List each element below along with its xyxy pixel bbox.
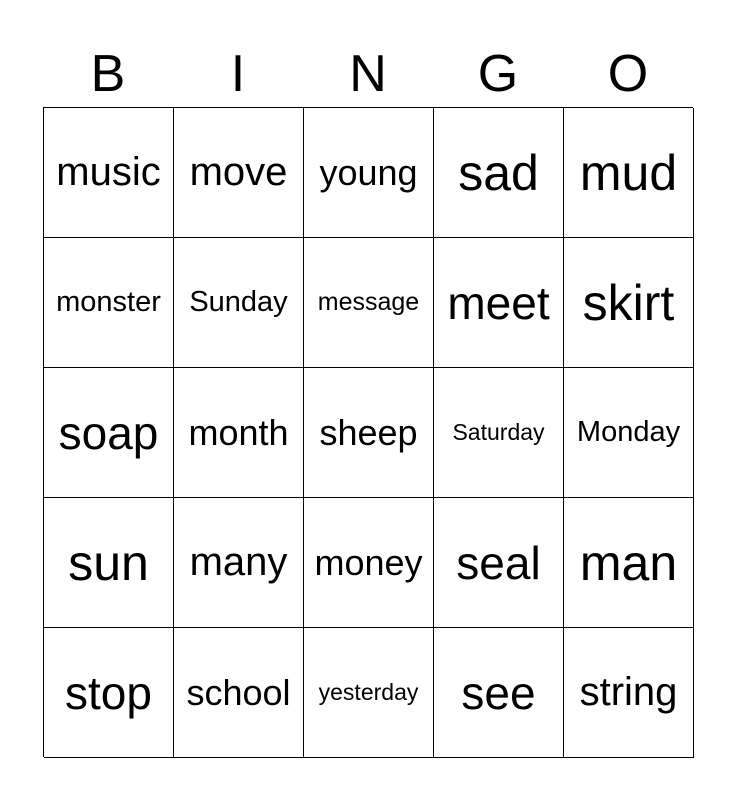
- bingo-cell: many: [174, 498, 304, 628]
- bingo-cell: move: [174, 108, 304, 238]
- bingo-cell: mud: [564, 108, 694, 238]
- header-letter-o: O: [607, 45, 649, 103]
- bingo-cell: monster: [44, 238, 174, 368]
- bingo-cell: music: [44, 108, 174, 238]
- bingo-cell: seal: [434, 498, 564, 628]
- bingo-cell: young: [304, 108, 434, 238]
- bingo-header: [43, 40, 693, 108]
- bingo-cell: meet: [434, 238, 564, 368]
- bingo-board: [43, 107, 693, 757]
- bingo-cell: stop: [44, 628, 174, 758]
- bingo-cell: Saturday: [434, 368, 564, 498]
- bingo-cell: school: [174, 628, 304, 758]
- bingo-cell: message: [304, 238, 434, 368]
- bingo-cell: Monday: [564, 368, 694, 498]
- header-letter-b: B: [90, 45, 126, 103]
- bingo-cell: yesterday: [304, 628, 434, 758]
- bingo-cell: sun: [44, 498, 174, 628]
- header-letter-n: N: [349, 45, 387, 103]
- bingo-cell: see: [434, 628, 564, 758]
- bingo-cell: skirt: [564, 238, 694, 368]
- bingo-cell: Sunday: [174, 238, 304, 368]
- bingo-cell: man: [564, 498, 694, 628]
- header-letter-i: I: [230, 45, 246, 103]
- bingo-cell: string: [564, 628, 694, 758]
- bingo-cell: soap: [44, 368, 174, 498]
- bingo-cell: month: [174, 368, 304, 498]
- bingo-cell: money: [304, 498, 434, 628]
- header-letter-g: G: [477, 45, 519, 103]
- bingo-cell: sheep: [304, 368, 434, 498]
- bingo-cell: sad: [434, 108, 564, 238]
